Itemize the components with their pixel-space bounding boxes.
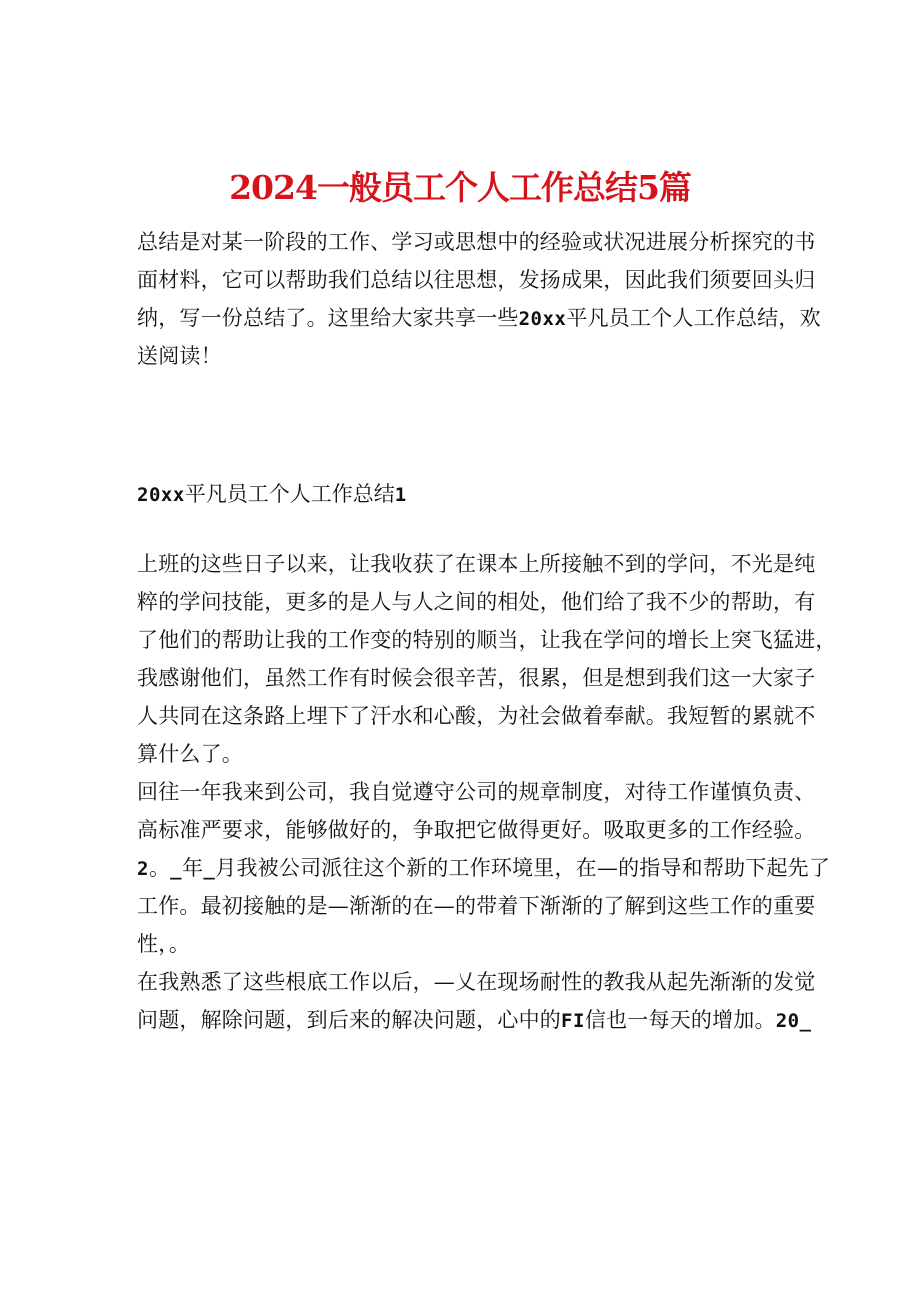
intro-line: 面材料，它可以帮助我们总结以往思想，发扬成果，因此我们须要回头归 (137, 268, 816, 292)
body-line: 回往一年我来到公司，我自觉遵守公司的规章制度，对待工作谨慎负责、 (137, 780, 816, 804)
document-title: 2024一般员工个人工作总结5篇 (229, 168, 691, 208)
article-body (137, 545, 837, 1039)
intro-line: 送阅读！ (137, 344, 222, 368)
body-line: 问题，解除问题，到后来的解决问题，心中的FI信也一每天的增加。20_ (137, 1008, 812, 1032)
body-line: 算什么了。 (137, 742, 243, 766)
body-line: 粹的学问技能，更多的是人与人之间的相处，他们给了我不少的帮助，有 (137, 590, 816, 614)
body-line: 人共同在这条路上埋下了汗水和心酸，为社会做着奉献。我短暂的累就不 (137, 704, 816, 728)
intro-line: 总结是对某一阶段的工作、学习或思想中的经验或状况进展分析探究的书 (137, 230, 816, 254)
body-line: 上班的这些日子以来，让我收获了在课本上所接触不到的学问，不光是纯 (137, 552, 816, 576)
body-line: 高标准严要求，能够做好的，争取把它做得更好。吸取更多的工作经验。 (137, 818, 816, 842)
section-heading: 20xx平凡员工个人工作总结1 (137, 482, 407, 506)
body-line: 2。_年_月我被公司派往这个新的工作环境里，在—的指导和帮助下起先了 (137, 856, 831, 880)
body-line: 我感谢他们，虽然工作有时候会很辛苦，很累，但是想到我们这一大家子 (137, 666, 816, 690)
body-line: 了他们的帮助让我的工作变的特别的顺当，让我在学问的增长上突飞猛进， (137, 628, 837, 652)
intro-paragraph (137, 223, 821, 375)
intro-line: 纳，写一份总结了。这里给大家共享一些20xx平凡员工个人工作总结，欢 (137, 306, 821, 330)
body-line: 性，。 (137, 932, 191, 956)
body-line: 工作。最初接触的是—渐渐的在—的带着下渐渐的了解到这些工作的重要 (137, 894, 816, 918)
body-line: 在我熟悉了这些根底工作以后，—乂在现场耐性的教我从起先渐渐的发觉 (137, 970, 816, 994)
